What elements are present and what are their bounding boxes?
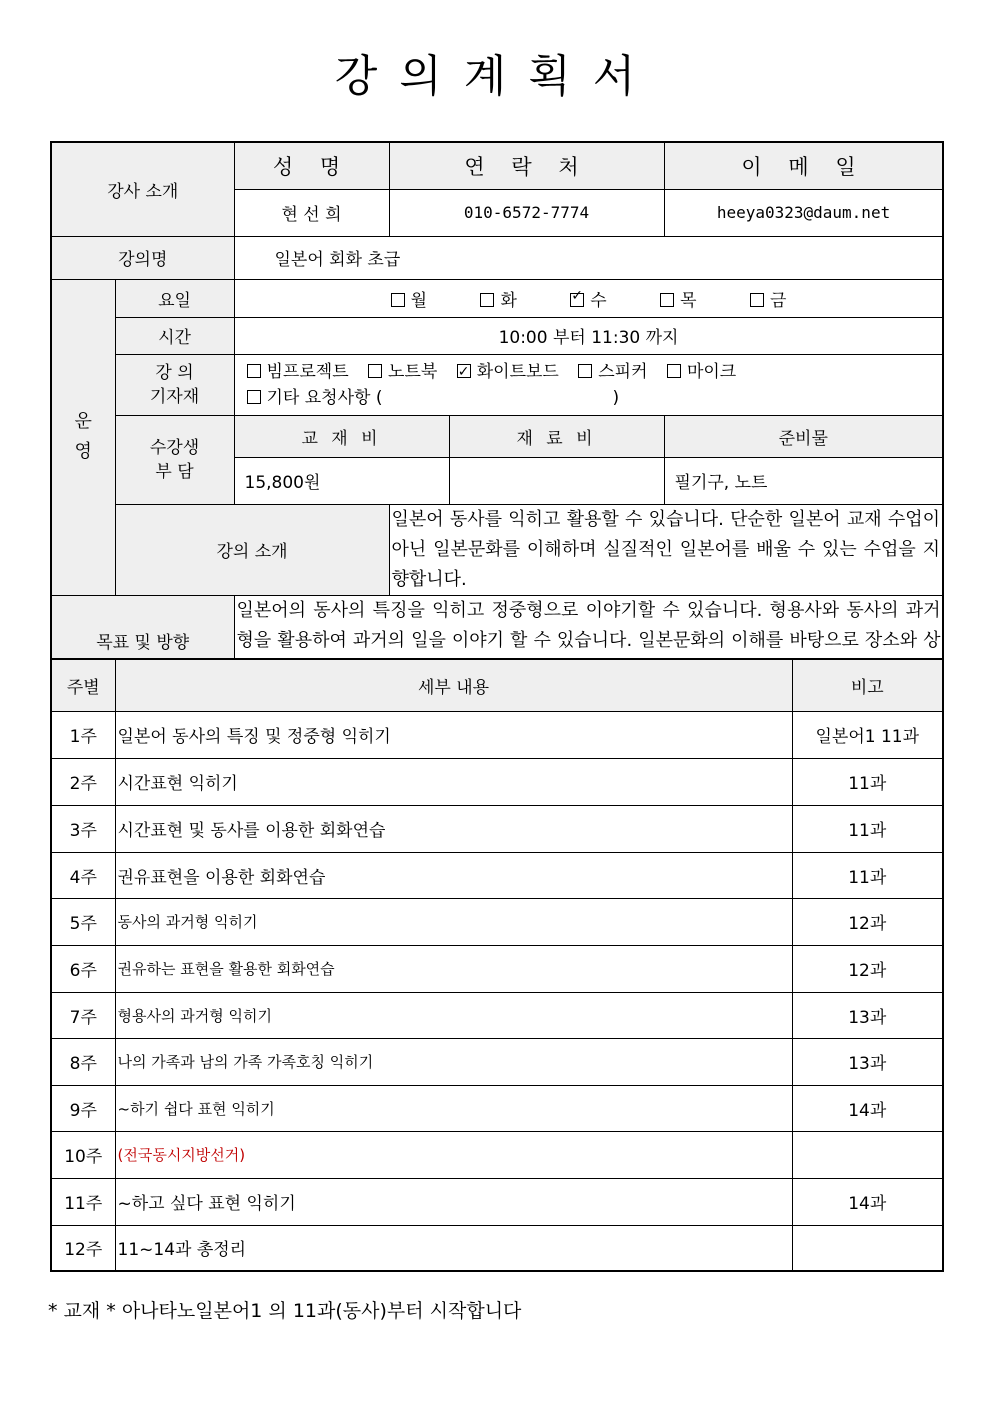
equip-option-label: 스피커	[598, 361, 648, 382]
checkbox-icon	[247, 364, 261, 378]
header-phone: 연 락 처	[389, 142, 664, 189]
day-option-label: 화	[500, 290, 517, 311]
note-cell: 13과	[792, 1038, 943, 1085]
week-cell: 11주	[51, 1178, 115, 1225]
content-cell: 권유하는 표현을 활용한 회화연습	[115, 945, 792, 992]
table-row	[51, 1178, 943, 1225]
header-supplies: 준비물	[664, 415, 943, 457]
note-cell: 11과	[792, 758, 943, 805]
day-option-mon[interactable]	[391, 286, 427, 311]
week-cell: 1주	[51, 711, 115, 758]
day-option-label: 수	[590, 290, 607, 311]
instructor-email: heeya0323@daum.net	[664, 189, 943, 236]
equip-option-projector[interactable]	[247, 362, 349, 382]
week-cell: 9주	[51, 1085, 115, 1131]
note-cell: 11과	[792, 852, 943, 898]
table-row	[51, 758, 943, 805]
note-cell: 14과	[792, 1085, 943, 1131]
burden-label	[115, 415, 234, 504]
content-cell: 시간표현 익히기	[115, 758, 792, 805]
table-row	[51, 945, 943, 992]
header-name: 성 명	[234, 142, 389, 189]
note-cell: 일본어1 11과	[792, 711, 943, 758]
table-row	[51, 805, 943, 852]
operation-label-bottom: 영	[74, 441, 92, 462]
checkbox-icon	[368, 364, 382, 378]
checkbox-icon	[247, 390, 261, 404]
content-cell: ~하고 싶다 표현 익히기	[115, 1178, 792, 1225]
equip-option-whiteboard[interactable]	[457, 362, 559, 382]
content-cell: 일본어 동사의 특징 및 정중형 익히기	[115, 711, 792, 758]
day-option-label: 월	[410, 290, 428, 311]
equip-other-close: )	[612, 387, 620, 408]
burden-label-line2: 부 담	[155, 461, 194, 482]
table-row	[51, 1038, 943, 1085]
footnote: * 교재 * 아나타노일본어1 의 11과(동사)부터 시작합니다	[48, 1300, 522, 1322]
day-option-label: 금	[769, 290, 787, 311]
equip-option-label: 노트북	[388, 361, 438, 382]
instructor-label: 강사 소개	[51, 142, 234, 236]
day-option-thu[interactable]	[660, 286, 696, 311]
equip-other-label: 기타 요청사항 (	[266, 387, 383, 408]
textbook-fee: 15,800원	[234, 457, 449, 504]
equip-option-label: 화이트보드	[476, 361, 559, 382]
day-option-wed[interactable]	[570, 286, 606, 311]
header-email: 이 메 일	[664, 142, 943, 189]
goal-label: 목표 및 방향	[51, 595, 234, 687]
operation-label	[51, 279, 115, 595]
supplies: 필기구, 노트	[664, 457, 943, 504]
burden-label-line1: 수강생	[149, 437, 200, 458]
goal-text: 일본어의 동사의 특징을 익히고 정중형으로 이야기할 수 있습니다. 형용사와 동사의 과거형을 활용하여 과거의 일을 이야기 할 수 있습니다. 일본문화의 이해를 바탕으로 장소와 상	[234, 595, 943, 687]
table-row	[51, 992, 943, 1038]
day-option-tue[interactable]	[480, 286, 516, 311]
table-row	[51, 711, 943, 758]
week-cell: 8주	[51, 1038, 115, 1085]
equipment-label	[115, 354, 234, 415]
equipment-label-line1: 강 의	[155, 362, 194, 383]
content-cell: 11~14과 총정리	[115, 1225, 792, 1271]
week-cell: 4주	[51, 852, 115, 898]
content-cell: 시간표현 및 동사를 이용한 회화연습	[115, 805, 792, 852]
schedule-table	[50, 658, 944, 1272]
time-value: 10:00 부터 11:30 까지	[234, 317, 943, 354]
content-cell: 권유표현을 이용한 회화연습	[115, 852, 792, 898]
instructor-phone: 010-6572-7774	[389, 189, 664, 236]
week-cell: 10주	[51, 1131, 115, 1178]
week-cell: 12주	[51, 1225, 115, 1271]
week-cell: 7주	[51, 992, 115, 1038]
equip-option-other[interactable]	[247, 388, 620, 408]
time-label: 시간	[115, 317, 234, 354]
note-cell: 11과	[792, 805, 943, 852]
header-textbook-fee: 교 재 비	[234, 415, 449, 457]
checkbox-icon	[660, 293, 674, 307]
table-row	[51, 1085, 943, 1131]
day-option-label: 목	[680, 290, 697, 311]
checkbox-icon	[391, 293, 405, 307]
info-table	[50, 141, 944, 688]
header-material-fee: 재 료 비	[449, 415, 664, 457]
table-row	[51, 1225, 943, 1271]
checkbox-icon	[667, 364, 681, 378]
note-cell	[792, 1131, 943, 1178]
equip-option-mic[interactable]	[667, 362, 736, 382]
course-label: 강의명	[51, 236, 234, 279]
table-row	[51, 1131, 943, 1178]
week-cell: 2주	[51, 758, 115, 805]
equip-option-label: 마이크	[686, 361, 737, 382]
content-cell-highlight: (전국동시지방선거)	[115, 1131, 792, 1178]
course-name: 일본어 회화 초급	[234, 236, 943, 279]
header-content: 세부 내용	[115, 659, 792, 711]
table-row	[51, 852, 943, 898]
equipment-label-line2: 기자재	[149, 386, 200, 407]
equip-option-laptop[interactable]	[368, 362, 437, 382]
intro-text: 일본어 동사를 익히고 활용할 수 있습니다. 단순한 일본어 교재 수업이 아닌 일본문화를 이해하며 실질적인 일본어를 배울 수 있는 수업을 지향합니다.	[389, 504, 943, 595]
day-label: 요일	[115, 279, 234, 317]
material-fee	[449, 457, 664, 504]
document-title: 강의계획서	[334, 51, 658, 102]
note-cell: 14과	[792, 1178, 943, 1225]
checked-checkbox-icon	[570, 293, 584, 307]
checkbox-icon	[480, 293, 494, 307]
operation-label-top: 운	[74, 411, 92, 432]
instructor-name: 현 선 희	[234, 189, 389, 236]
content-cell: 나의 가족과 남의 가족 가족호칭 익히기	[115, 1038, 792, 1085]
week-cell: 3주	[51, 805, 115, 852]
content-cell: 형용사의 과거형 익히기	[115, 992, 792, 1038]
note-cell: 12과	[792, 945, 943, 992]
equip-option-speaker[interactable]	[578, 362, 647, 382]
day-option-fri[interactable]	[750, 286, 786, 311]
equip-option-label: 빔프로젝트	[266, 361, 349, 382]
content-cell: ~하기 쉽다 표현 익히기	[115, 1085, 792, 1131]
content-cell: 동사의 과거형 익히기	[115, 898, 792, 945]
checkbox-icon	[750, 293, 764, 307]
note-cell	[792, 1225, 943, 1271]
checked-checkbox-icon	[457, 364, 471, 378]
table-row	[51, 898, 943, 945]
week-cell: 6주	[51, 945, 115, 992]
note-cell: 12과	[792, 898, 943, 945]
header-note: 비고	[792, 659, 943, 711]
header-week: 주별	[51, 659, 115, 711]
week-cell: 5주	[51, 898, 115, 945]
checkbox-icon	[578, 364, 592, 378]
intro-label: 강의 소개	[115, 504, 389, 595]
equipment-options	[234, 354, 943, 415]
day-options	[234, 279, 943, 317]
note-cell: 13과	[792, 992, 943, 1038]
